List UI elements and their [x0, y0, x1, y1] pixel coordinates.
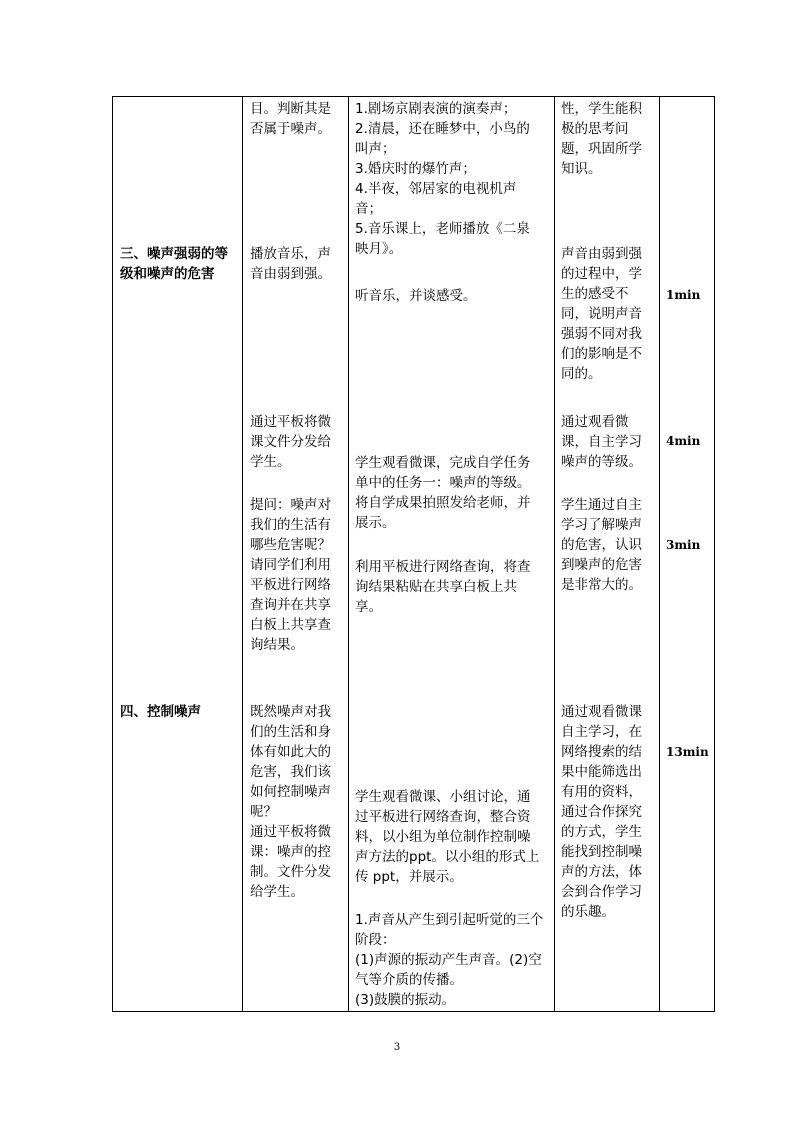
column-divider [348, 97, 349, 1011]
student-activity: 1.声音从产生到引起听觉的三个 阶段： (1)声源的振动产生声音。(2)空 气等介质的传播。 (3)鼓膜的振动。 [355, 912, 544, 1008]
lesson-plan-table [112, 96, 715, 1012]
student-activity: 利用平板进行网络查询，将查 询结果粘贴在共享白板上共 享。 [355, 559, 531, 615]
student-activity: 学生观看微课、小组讨论，通 过平板进行网络查询，整合资 料，以小组为单位制作控制噪 声方法的ppt。以小组的形式上 传 ppt，并展示。 [355, 789, 540, 885]
teacher-activity: 目。判断其是 否属于噪声。 [250, 101, 331, 137]
student-activity: 1.剧场京剧表演的演奏声； 2.清晨，还在睡梦中，小鸟的 叫声； 3.婚庆时的爆竹声； 4.半夜，邻居家的电视机声 音； 5.音乐课上，老师播放《二泉 映月》。 [355, 101, 530, 257]
column-divider [659, 97, 660, 1011]
design-intent: 通过观看微 课，自主学习 噪声的等级。 [561, 414, 642, 470]
teacher-activity: 通过平板将微 课文件分发给 学生。 [250, 414, 331, 470]
section-heading-noise-levels: 三、噪声强弱的等 级和噪声的危害 [120, 246, 228, 282]
time-allocation: 13min [666, 745, 709, 759]
teacher-activity: 提问：噪声对 我们的生活有 哪些危害呢？ 请同学们利用 平板进行网络 查询并在共享 白板上共享查 询结果。 [250, 497, 331, 653]
design-intent: 声音由弱到强 的过程中，学 生的感受不 同，说明声音 强弱不同对我 们的影响是不 同的。 [561, 246, 642, 382]
student-activity: 听音乐，并谈感受。 [355, 288, 477, 304]
column-divider [242, 97, 243, 1011]
page-number: 3 [393, 1042, 401, 1053]
teacher-activity: 既然噪声对我 们的生活和身 体有如此大的 危害，我们该 如何控制噪声 呢？ 通过平板将微 课：噪声的控 制。文件分发 给学生。 [250, 704, 331, 900]
teacher-activity: 播放音乐，声 音由弱到强。 [250, 246, 331, 282]
section-heading-noise-control: 四、控制噪声 [120, 704, 201, 720]
column-divider [554, 97, 555, 1011]
design-intent: 性，学生能积 极的思考问 题，巩固所学 知识。 [561, 101, 642, 177]
time-allocation: 4min [666, 434, 701, 448]
time-allocation: 3min [666, 538, 701, 552]
student-activity: 学生观看微课，完成自学任务 单中的任务一：噪声的等级。 将自学成果拍照发给老师，并 展示。 [355, 455, 531, 531]
time-allocation: 1min [666, 288, 701, 302]
design-intent: 学生通过自主 学习了解噪声 的危害，认识 到噪声的危害 是非常大的。 [561, 497, 642, 593]
design-intent: 通过观看微课 自主学习，在 网络搜索的结 果中能筛选出 有用的资料， 通过合作探究 的方式，学生 能找到控制噪 声的方法，体 会到合作学习 的乐趣。 [561, 704, 642, 920]
